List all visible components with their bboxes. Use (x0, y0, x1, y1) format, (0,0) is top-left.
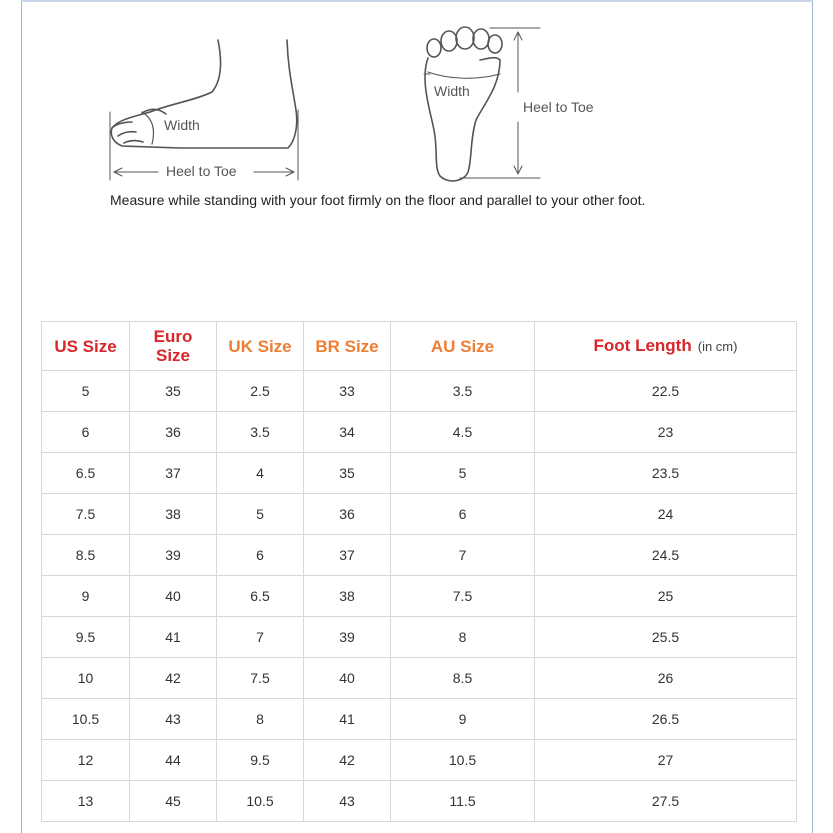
table-row (42, 412, 797, 453)
cell-uk-size: 7 (217, 617, 304, 658)
cell-br-size: 40 (304, 658, 391, 699)
table-row (42, 781, 797, 822)
cell-uk-size: 5 (217, 494, 304, 535)
cell-us-size: 8.5 (42, 535, 130, 576)
table-body (42, 371, 797, 822)
header-euro-line2: Size (155, 346, 191, 365)
cell-au-size: 9 (391, 699, 535, 740)
cell-au-size: 4.5 (391, 412, 535, 453)
cell-foot-length: 24.5 (535, 535, 797, 576)
cell-br-size: 38 (304, 576, 391, 617)
cell-foot-length: 27.5 (535, 781, 797, 822)
table-row (42, 371, 797, 412)
table-row (42, 535, 797, 576)
header-euro-line1: Euro (153, 327, 193, 346)
cell-euro-size: 39 (130, 535, 217, 576)
cell-us-size: 6 (42, 412, 130, 453)
header-euro-size (130, 322, 217, 371)
cell-euro-size: 36 (130, 412, 217, 453)
cell-foot-length: 25.5 (535, 617, 797, 658)
cell-au-size: 3.5 (391, 371, 535, 412)
cell-foot-length: 25 (535, 576, 797, 617)
table-row (42, 740, 797, 781)
sole-length-label: Heel to Toe (523, 99, 594, 115)
cell-uk-size: 3.5 (217, 412, 304, 453)
cell-foot-length: 23.5 (535, 453, 797, 494)
header-us-size: US Size (42, 322, 130, 371)
header-au-size: AU Size (391, 322, 535, 371)
side-length-label: Heel to Toe (166, 163, 237, 179)
table-row (42, 576, 797, 617)
cell-br-size: 34 (304, 412, 391, 453)
cell-br-size: 43 (304, 781, 391, 822)
cell-euro-size: 38 (130, 494, 217, 535)
cell-uk-size: 8 (217, 699, 304, 740)
cell-euro-size: 42 (130, 658, 217, 699)
cell-br-size: 41 (304, 699, 391, 740)
cell-au-size: 10.5 (391, 740, 535, 781)
cell-au-size: 11.5 (391, 781, 535, 822)
cell-au-size: 8.5 (391, 658, 535, 699)
cell-us-size: 13 (42, 781, 130, 822)
side-foot-illustration (110, 40, 298, 180)
cell-euro-size: 44 (130, 740, 217, 781)
cell-euro-size: 35 (130, 371, 217, 412)
table-row (42, 658, 797, 699)
cell-us-size: 10 (42, 658, 130, 699)
sole-width-label: Width (434, 83, 470, 99)
cell-foot-length: 22.5 (535, 371, 797, 412)
header-foot-length (535, 322, 797, 371)
measure-instruction: Measure while standing with your foot firmly on the floor and parallel to your other foot. (110, 192, 646, 208)
cell-uk-size: 9.5 (217, 740, 304, 781)
foot-measurement-diagram (0, 0, 833, 260)
cell-us-size: 6.5 (42, 453, 130, 494)
cell-us-size: 12 (42, 740, 130, 781)
side-width-label: Width (164, 117, 200, 133)
cell-us-size: 10.5 (42, 699, 130, 740)
header-foot-length-label: Foot Length (593, 336, 692, 355)
header-uk-size: UK Size (217, 322, 304, 371)
size-chart-table (41, 321, 797, 822)
cell-us-size: 7.5 (42, 494, 130, 535)
header-foot-length-unit: (in cm) (697, 339, 738, 354)
cell-uk-size: 6.5 (217, 576, 304, 617)
cell-euro-size: 43 (130, 699, 217, 740)
cell-au-size: 7.5 (391, 576, 535, 617)
cell-au-size: 8 (391, 617, 535, 658)
cell-foot-length: 26 (535, 658, 797, 699)
header-br-size: BR Size (304, 322, 391, 371)
table-row (42, 617, 797, 658)
cell-euro-size: 45 (130, 781, 217, 822)
cell-us-size: 9 (42, 576, 130, 617)
cell-au-size: 6 (391, 494, 535, 535)
cell-foot-length: 27 (535, 740, 797, 781)
table-row (42, 699, 797, 740)
cell-br-size: 37 (304, 535, 391, 576)
cell-euro-size: 40 (130, 576, 217, 617)
table-row (42, 494, 797, 535)
cell-uk-size: 10.5 (217, 781, 304, 822)
cell-euro-size: 37 (130, 453, 217, 494)
cell-br-size: 36 (304, 494, 391, 535)
cell-br-size: 33 (304, 371, 391, 412)
cell-foot-length: 23 (535, 412, 797, 453)
cell-br-size: 42 (304, 740, 391, 781)
cell-us-size: 5 (42, 371, 130, 412)
cell-uk-size: 7.5 (217, 658, 304, 699)
cell-foot-length: 24 (535, 494, 797, 535)
cell-uk-size: 6 (217, 535, 304, 576)
cell-br-size: 35 (304, 453, 391, 494)
cell-us-size: 9.5 (42, 617, 130, 658)
cell-br-size: 39 (304, 617, 391, 658)
cell-uk-size: 4 (217, 453, 304, 494)
cell-au-size: 7 (391, 535, 535, 576)
table-row (42, 453, 797, 494)
cell-au-size: 5 (391, 453, 535, 494)
cell-euro-size: 41 (130, 617, 217, 658)
table-header-row (42, 322, 797, 371)
cell-uk-size: 2.5 (217, 371, 304, 412)
cell-foot-length: 26.5 (535, 699, 797, 740)
